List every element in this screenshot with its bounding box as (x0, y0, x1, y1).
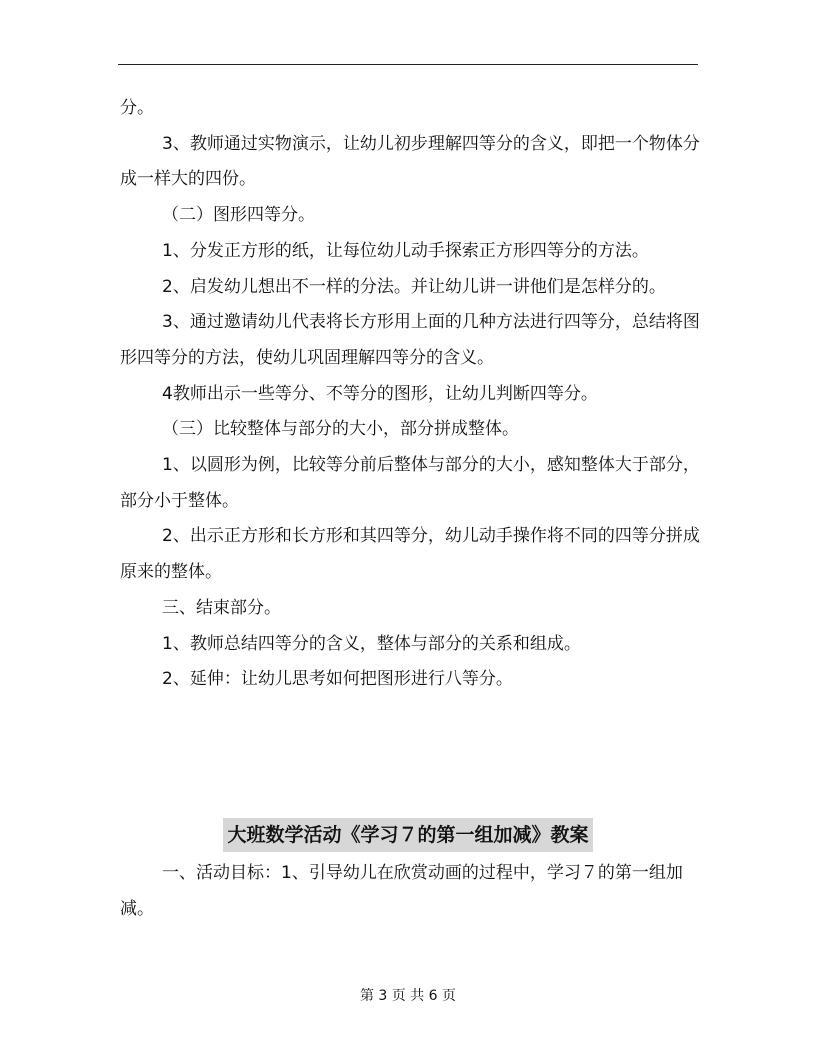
header-rule (118, 64, 698, 65)
paragraph: 3、通过邀请幼儿代表将长方形用上面的几种方法进行四等分，总结将图形四等分的方法，使幼儿巩固理解四等分的含义。 (120, 312, 700, 368)
section-body-text (120, 856, 700, 927)
body-text (120, 91, 700, 698)
paragraph: 3、教师通过实物演示，让幼儿初步理解四等分的含义，即把一个物体分成一样大的四份。 (120, 133, 700, 190)
paragraph: 1、分发正方形的纸，让每位幼儿动手探索正方形四等分的方法。 (162, 240, 649, 261)
paragraph: 2、启发幼儿想出不一样的分法。并让幼儿讲一讲他们是怎样分的。 (162, 276, 666, 297)
paragraph: 2、延伸：让幼儿思考如何把图形进行八等分。 (162, 669, 513, 690)
paragraph: 三、结束部分。 (162, 597, 281, 618)
paragraph: （二）图形四等分。 (162, 205, 315, 226)
paragraph: 分。 (120, 98, 154, 118)
paragraph: （三）比较整体与部分的大小，部分拼成整体。 (162, 419, 519, 440)
section-title-wrap (0, 818, 816, 852)
paragraph: 2、出示正方形和长方形和其四等分，幼儿动手操作将不同的四等分拼成原来的整体。 (120, 526, 700, 583)
page-footer: 第 3 页 共 6 页 (359, 988, 457, 1004)
section-title: 大班数学活动《学习７的第一组加减》教案 (223, 818, 592, 852)
paragraph: 一、活动目标：1、引导幼儿在欣赏动画的过程中，学习７的第一组加减。 (120, 863, 683, 919)
paragraph: 1、以圆形为例，比较等分前后整体与部分的大小，感知整体大于部分，部分小于整体。 (120, 455, 700, 511)
paragraph: 1、教师总结四等分的含义，整体与部分的关系和组成。 (162, 633, 581, 654)
paragraph: 4教师出示一些等分、不等分的图形，让幼儿判断四等分。 (162, 383, 598, 404)
